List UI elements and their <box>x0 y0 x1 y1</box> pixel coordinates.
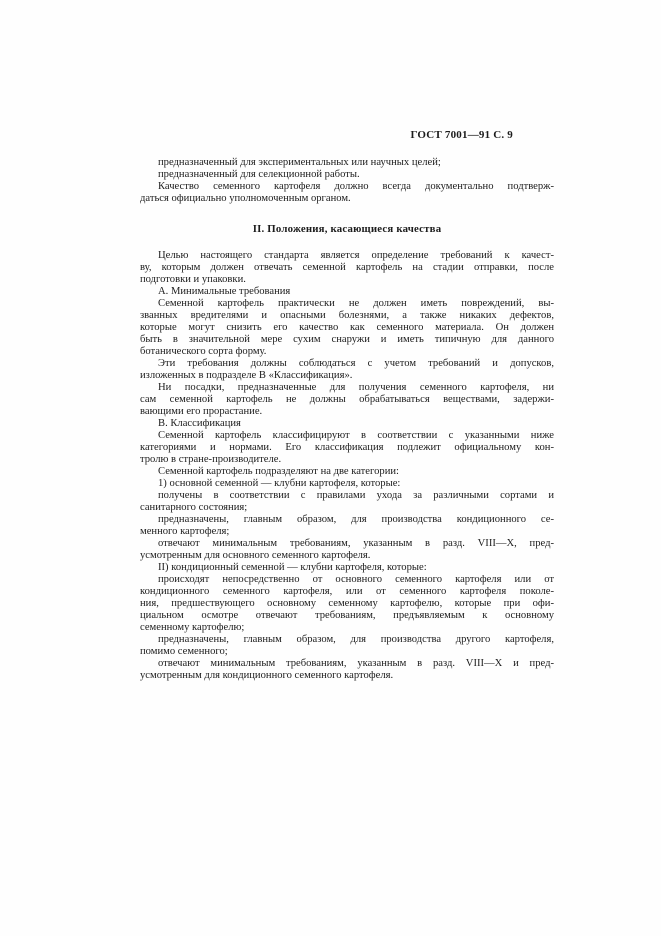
text-line: категориями и нормами. Его классификация подлежит официальному кон- <box>140 442 554 453</box>
text-line: II) кондиционный семенной — клубни картофеля, которые: <box>158 562 427 573</box>
text-line: Семенной картофель классифицируют в соответствии с указанными ниже <box>158 430 554 441</box>
text-line: получены в соответствии с правилами ухода за различными сортами и <box>158 490 554 501</box>
text-line: Ни посадки, предназначенные для получения семенного картофеля, ни <box>158 382 554 393</box>
text-line: отвечают минимальным требованиям, указанным в разд. VIII—X и пред- <box>158 658 554 669</box>
text-line: А. Минимальные требования <box>158 286 291 297</box>
text-line: усмотренным для кондиционного семенного картофеля. <box>140 670 394 681</box>
text-line: вающими его прорастание. <box>140 406 263 417</box>
text-line: Качество семенного картофеля должно всегда документально подтверж- <box>158 181 554 192</box>
text-line: 1) основной семенной — клубни картофеля, которые: <box>158 478 401 489</box>
text-line: происходят непосредственно от основного семенного картофеля или от <box>158 574 554 585</box>
text-line: В. Классификация <box>158 418 241 429</box>
text-line: изложенных в подразделе В «Классификация». <box>140 370 353 381</box>
text-line: предназначены, главным образом, для производства кондиционного се- <box>158 514 554 525</box>
text-line: циальном осмотре отвечают требованиям, предъявляемым к основному <box>140 610 554 621</box>
text-line: сам семенной картофель не должны обрабатываться веществами, задержи- <box>140 394 554 405</box>
text-line: Целью настоящего стандарта является определение требований к качест- <box>158 250 554 261</box>
text-line: подготовки и упаковки. <box>140 274 246 285</box>
text-line: кондиционного семенного картофеля, или от семенного картофеля поколе- <box>140 586 554 597</box>
text-line: предназначены, главным образом, для производства другого картофеля, <box>158 634 554 645</box>
text-line: которые могут снизить его качество как семенного материала. Он должен <box>140 322 554 333</box>
text-line: Семенной картофель практически не должен иметь повреждений, вы- <box>158 298 554 309</box>
text-line: даться официально уполномоченным органом. <box>140 193 351 204</box>
text-line: ботанического сорта форму. <box>140 346 267 357</box>
text-line: званных вредителями и опасными болезнями, а также никаких дефектов, <box>140 310 554 321</box>
text-line: Эти требования должны соблюдаться с учетом требований и допусков, <box>158 358 554 369</box>
text-line: тролю в стране-производителе. <box>140 454 282 465</box>
page-header: ГОСТ 7001—91 С. 9 <box>410 129 513 141</box>
text-line: предназначенный для селекционной работы. <box>158 169 360 180</box>
text-line: ву, которым должен отвечать семенной картофель на стадии отправки, после <box>140 262 554 273</box>
text-line: усмотренным для основного семенного картофеля. <box>140 550 371 561</box>
text-line: ния, предшествующего основному семенному картофелю, которые при офи- <box>140 598 554 609</box>
text-line: Семенной картофель подразделяют на две категории: <box>158 466 399 477</box>
section-heading: II. Положения, касающиеся качества <box>252 223 442 235</box>
text-line: помимо семенного; <box>140 646 228 657</box>
text-line: менного картофеля; <box>140 526 230 537</box>
text-line: предназначенный для экспериментальных или научных целей; <box>158 157 441 168</box>
text-line: быть в значительной мере сухим снаружи и иметь типичную для данного <box>140 334 554 345</box>
text-line: семенному картофелю; <box>140 622 245 633</box>
document-body <box>140 157 554 682</box>
text-line: отвечают минимальным требованиям, указанным в разд. VIII—X, пред- <box>158 538 554 549</box>
text-line: санитарного состояния; <box>140 502 248 513</box>
